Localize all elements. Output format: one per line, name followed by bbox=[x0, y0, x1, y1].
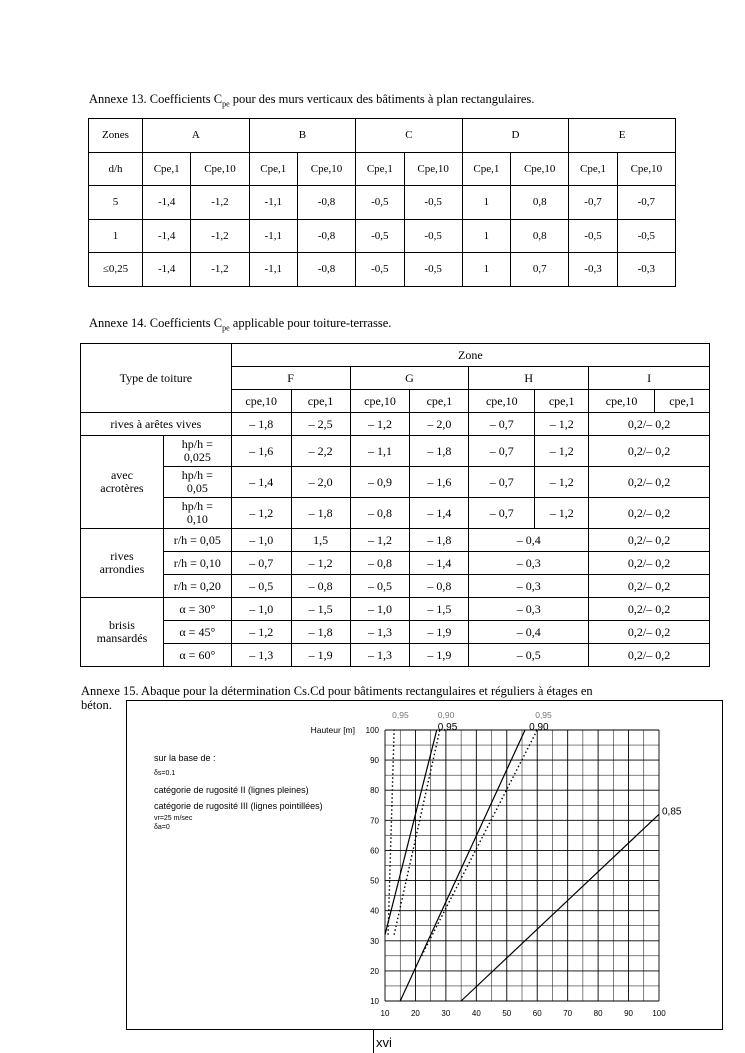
x-tick-label: 60 bbox=[532, 1009, 542, 1018]
cpe-value: -0,5 bbox=[356, 186, 404, 220]
cpe-value: – 1,8 bbox=[231, 413, 291, 436]
cpe-value: 1,5 bbox=[291, 529, 350, 552]
x-tick-label: 40 bbox=[471, 1009, 481, 1018]
series-line-solid bbox=[461, 814, 659, 1001]
cpe-value: -0,8 bbox=[297, 253, 355, 287]
annex15-caption-line2: béton. bbox=[81, 698, 112, 712]
label-line: hp/h = bbox=[181, 437, 213, 451]
y-tick-label: 10 bbox=[370, 997, 379, 1006]
x-tick-label: 20 bbox=[410, 1009, 420, 1018]
cpe-value: – 1,2 bbox=[535, 436, 589, 467]
y-tick-label: 40 bbox=[370, 906, 379, 916]
column-subheader: Cpe,1 bbox=[249, 152, 297, 186]
cpe-value: – 0,5 bbox=[469, 644, 589, 667]
cpe-value: – 1,5 bbox=[410, 598, 469, 621]
y-tick-label: 90 bbox=[370, 756, 379, 766]
dh-value: 5 bbox=[89, 186, 143, 220]
label-line: 0,05 bbox=[186, 481, 208, 495]
column-subheader: cpe,10 bbox=[231, 390, 291, 413]
series-annotation: 0,95 bbox=[535, 709, 552, 720]
zone-header: E bbox=[569, 119, 676, 153]
condition-cell: α = 30° bbox=[163, 598, 231, 621]
label-line: brisis bbox=[108, 618, 135, 632]
annex13-caption-sub: pe bbox=[222, 99, 230, 109]
cpe-value: – 0,3 bbox=[469, 575, 589, 598]
cpe-value: – 1,2 bbox=[291, 552, 350, 575]
x-tick-label: 10 bbox=[380, 1009, 390, 1018]
column-subheader: Cpe,10 bbox=[617, 152, 675, 186]
cpe-value: – 1,2 bbox=[350, 413, 410, 436]
cpe-value: – 1,0 bbox=[231, 529, 291, 552]
legend-line2: δs=0.1 bbox=[154, 770, 176, 777]
column-subheader: Cpe,1 bbox=[143, 152, 191, 186]
cpe-value: – 0,4 bbox=[469, 529, 589, 552]
cpe-value: – 1,0 bbox=[350, 598, 410, 621]
condition-cell: r/h = 0,20 bbox=[163, 575, 231, 598]
column-subheader: cpe,10 bbox=[350, 390, 410, 413]
series-annotation: 0,95 bbox=[437, 721, 458, 733]
annex14-caption-text: Annexe 14. Coefficients C bbox=[89, 316, 223, 330]
cpe-value: -1,1 bbox=[249, 219, 297, 253]
cpe-value: – 1,8 bbox=[410, 529, 469, 552]
annex14-caption-sub: pe bbox=[222, 323, 230, 333]
cpe-value: 0,2/– 0,2 bbox=[589, 621, 710, 644]
cpe-value: 0,7 bbox=[511, 253, 569, 287]
cpe-value: – 0,7 bbox=[469, 498, 535, 529]
label-line: hp/h = bbox=[181, 499, 213, 513]
legend-line6: δa=0 bbox=[154, 824, 170, 831]
zone-header: G bbox=[350, 367, 469, 390]
cpe-value: 0,2/– 0,2 bbox=[589, 413, 710, 436]
type-de-toiture-label: Type de toiture bbox=[81, 344, 232, 413]
label-line: arrondies bbox=[99, 562, 145, 576]
column-subheader: Cpe,1 bbox=[569, 152, 617, 186]
cpe-value: – 1,2 bbox=[350, 529, 410, 552]
x-tick-label: 90 bbox=[624, 1009, 634, 1018]
series-annotation: 0,90 bbox=[529, 721, 549, 733]
zone-header: H bbox=[469, 367, 589, 390]
cpe-value: – 1,3 bbox=[350, 621, 410, 644]
cpe-value: – 1,9 bbox=[410, 644, 469, 667]
x-tick-label: 80 bbox=[593, 1009, 603, 1018]
series-annotation: 0,85 bbox=[662, 806, 682, 818]
cpe-value: -0,8 bbox=[297, 186, 355, 220]
cpe-value: – 2,5 bbox=[291, 413, 350, 436]
cpe-value: -1,4 bbox=[143, 219, 191, 253]
cpe-value: – 1,2 bbox=[535, 498, 589, 529]
label-line: acrotères bbox=[100, 481, 144, 495]
column-subheader: cpe,1 bbox=[291, 390, 350, 413]
condition-cell: α = 60° bbox=[163, 644, 231, 667]
zone-header: D bbox=[462, 119, 569, 153]
label-line: hp/h = bbox=[181, 468, 213, 482]
cpe-value: 0,2/– 0,2 bbox=[589, 436, 710, 467]
cpe-value: – 0,4 bbox=[469, 621, 589, 644]
label-line: 0,025 bbox=[183, 450, 211, 464]
cpe-value: – 1,5 bbox=[291, 598, 350, 621]
y-tick-label: 50 bbox=[370, 876, 379, 886]
cpe-value: – 0,7 bbox=[469, 436, 535, 467]
cpe-value: -1,1 bbox=[249, 253, 297, 287]
cpe-value: -0,3 bbox=[569, 253, 617, 287]
legend-line1: sur la base de : bbox=[154, 753, 216, 763]
cpe-value: -0,7 bbox=[617, 186, 675, 220]
cpe-value: -0,5 bbox=[404, 186, 462, 220]
label-line: mansardés bbox=[96, 631, 148, 645]
cpe-value: – 1,2 bbox=[231, 498, 291, 529]
column-subheader: cpe,1 bbox=[535, 390, 589, 413]
dh-value: 1 bbox=[89, 219, 143, 253]
cpe-value: – 1,0 bbox=[231, 598, 291, 621]
annex13-caption-text: Annexe 13. Coefficients C bbox=[89, 92, 223, 106]
label-line: rives bbox=[110, 549, 134, 563]
cpe-value: – 1,8 bbox=[410, 436, 469, 467]
cpe-value: – 1,2 bbox=[535, 467, 589, 498]
column-subheader: Cpe,10 bbox=[297, 152, 355, 186]
cpe-value: -0,7 bbox=[569, 186, 617, 220]
cpe-value: – 1,4 bbox=[410, 552, 469, 575]
cpe-value: – 0,5 bbox=[350, 575, 410, 598]
zone-label: Zone bbox=[231, 344, 709, 367]
cpe-value: – 1,6 bbox=[231, 436, 291, 467]
cpe-value: -1,2 bbox=[191, 253, 249, 287]
condition-cell: r/h = 0,05 bbox=[163, 529, 231, 552]
y-tick-label: 70 bbox=[370, 816, 379, 826]
series-line-solid bbox=[385, 730, 437, 935]
cpe-value: – 0,3 bbox=[469, 598, 589, 621]
cpe-value: – 1,9 bbox=[410, 621, 469, 644]
cpe-value: -0,5 bbox=[404, 253, 462, 287]
cpe-value: – 2,2 bbox=[291, 436, 350, 467]
dh-value: ≤0,25 bbox=[89, 253, 143, 287]
annex13-caption: Annexe 13. Coefficients $C_{pe}$ pour des murs verticaux des bâtiments à plan rectangulaires. bbox=[89, 92, 535, 109]
series-line-dotted bbox=[422, 730, 538, 956]
label-line: 0,10 bbox=[186, 512, 208, 526]
y-tick-label: 80 bbox=[370, 786, 379, 796]
dh-label: d/h bbox=[89, 152, 143, 186]
cpe-value: -0,5 bbox=[356, 253, 404, 287]
column-subheader: Cpe,10 bbox=[191, 152, 249, 186]
cpe-value: 0,8 bbox=[511, 219, 569, 253]
cpe-value: -1,2 bbox=[191, 186, 249, 220]
y-tick-label: 60 bbox=[370, 846, 379, 856]
cpe-value: 0,2/– 0,2 bbox=[589, 467, 710, 498]
cpe-value: -0,8 bbox=[297, 219, 355, 253]
cpe-value: -0,5 bbox=[356, 219, 404, 253]
cpe-value: – 0,5 bbox=[231, 575, 291, 598]
cpe-value: 1 bbox=[462, 253, 510, 287]
cpe-value: – 0,8 bbox=[291, 575, 350, 598]
column-subheader: cpe,10 bbox=[469, 390, 535, 413]
legend-line5: vr=25 m/sec bbox=[154, 815, 193, 822]
cpe-value: – 0,7 bbox=[231, 552, 291, 575]
zone-header: I bbox=[589, 367, 710, 390]
series-line-dotted bbox=[394, 730, 440, 935]
x-tick-label: 50 bbox=[502, 1009, 512, 1018]
cpe-value: – 2,0 bbox=[410, 413, 469, 436]
cpe-value: – 0,8 bbox=[410, 575, 469, 598]
y-axis-label: Hauteur [m] bbox=[310, 725, 355, 735]
cpe-value: – 0,9 bbox=[350, 467, 410, 498]
annex15-caption-line1: Annexe 15. Abaque pour la détermination Cs.Cd pour bâtiments rectangulaires et réguliers à étages en bbox=[81, 684, 593, 698]
cpe-value: – 2,0 bbox=[291, 467, 350, 498]
cpe-value: -1,4 bbox=[143, 253, 191, 287]
cpe-value: – 0,7 bbox=[469, 413, 535, 436]
page-number: xvi bbox=[376, 1035, 392, 1050]
cpe-value: 0,2/– 0,2 bbox=[589, 529, 710, 552]
legend-line4: catégorie de rugosité III (lignes pointillées) bbox=[154, 801, 323, 811]
cpe-value: 0,2/– 0,2 bbox=[589, 644, 710, 667]
cpe-value: 0,2/– 0,2 bbox=[589, 498, 710, 529]
column-subheader: Cpe,10 bbox=[404, 152, 462, 186]
x-tick-label: 100 bbox=[652, 1009, 666, 1018]
cpe-value: – 1,1 bbox=[350, 436, 410, 467]
series-annotation: 0,90 bbox=[437, 709, 455, 720]
cpe-value: -0,5 bbox=[569, 219, 617, 253]
column-subheader: cpe,1 bbox=[655, 390, 710, 413]
cpe-value: 0,2/– 0,2 bbox=[589, 575, 710, 598]
x-tick-label: 30 bbox=[441, 1009, 451, 1018]
cpe-value: – 1,3 bbox=[350, 644, 410, 667]
condition-cell: α = 45° bbox=[163, 621, 231, 644]
label-line: avec bbox=[110, 468, 133, 482]
cpe-value: -1,1 bbox=[249, 186, 297, 220]
cpe-value: – 0,3 bbox=[469, 552, 589, 575]
cpe-value: – 1,6 bbox=[410, 467, 469, 498]
column-subheader: Cpe,10 bbox=[511, 152, 569, 186]
column-subheader: Cpe,1 bbox=[356, 152, 404, 186]
row-label: rives à arêtes vives bbox=[81, 413, 232, 436]
cpe-value: -1,2 bbox=[191, 219, 249, 253]
cpe-value: 1 bbox=[462, 219, 510, 253]
cpe-value: -0,5 bbox=[404, 219, 462, 253]
cpe-value: -0,3 bbox=[617, 253, 675, 287]
cpe-value: -0,5 bbox=[617, 219, 675, 253]
y-tick-label: 100 bbox=[365, 726, 379, 735]
cpe-value: – 1,8 bbox=[291, 621, 350, 644]
zone-header: B bbox=[249, 119, 356, 153]
x-tick-label: 70 bbox=[563, 1009, 573, 1018]
cpe-value: – 1,4 bbox=[410, 498, 469, 529]
zones-label: Zones bbox=[89, 119, 143, 153]
cpe-value: – 0,8 bbox=[350, 498, 410, 529]
column-subheader: Cpe,1 bbox=[462, 152, 510, 186]
cpe-value: – 1,2 bbox=[535, 413, 589, 436]
condition-cell: r/h = 0,10 bbox=[163, 552, 231, 575]
cpe-value: – 1,9 bbox=[291, 644, 350, 667]
y-tick-label: 20 bbox=[370, 966, 379, 976]
cpe-value: – 0,8 bbox=[350, 552, 410, 575]
cpe-value: – 1,4 bbox=[231, 467, 291, 498]
annex13-caption-rest: pour des murs verticaux des bâtiments à plan rectangulaires bbox=[229, 92, 532, 106]
legend-line3: catégorie de rugosité II (lignes pleines) bbox=[154, 785, 309, 795]
page-number-rule bbox=[373, 1030, 374, 1053]
y-tick-label: 30 bbox=[370, 936, 379, 946]
column-subheader: cpe,1 bbox=[410, 390, 469, 413]
zone-header: C bbox=[356, 119, 463, 153]
zone-header: A bbox=[143, 119, 250, 153]
cpe-value: 0,8 bbox=[511, 186, 569, 220]
column-subheader: cpe,10 bbox=[589, 390, 655, 413]
series-annotation: 0,95 bbox=[392, 709, 409, 720]
zone-header: F bbox=[231, 367, 350, 390]
cpe-value: 1 bbox=[462, 186, 510, 220]
annex15-legend bbox=[154, 750, 323, 832]
cpe-value: – 0,7 bbox=[469, 467, 535, 498]
annex14-caption-rest: applicable pour toiture-terrasse. bbox=[229, 316, 392, 330]
cpe-value: – 1,2 bbox=[231, 621, 291, 644]
cpe-value: 0,2/– 0,2 bbox=[589, 552, 710, 575]
cpe-value: -1,4 bbox=[143, 186, 191, 220]
cpe-value: – 1,8 bbox=[291, 498, 350, 529]
cpe-value: 0,2/– 0,2 bbox=[589, 598, 710, 621]
cpe-value: – 1,3 bbox=[231, 644, 291, 667]
